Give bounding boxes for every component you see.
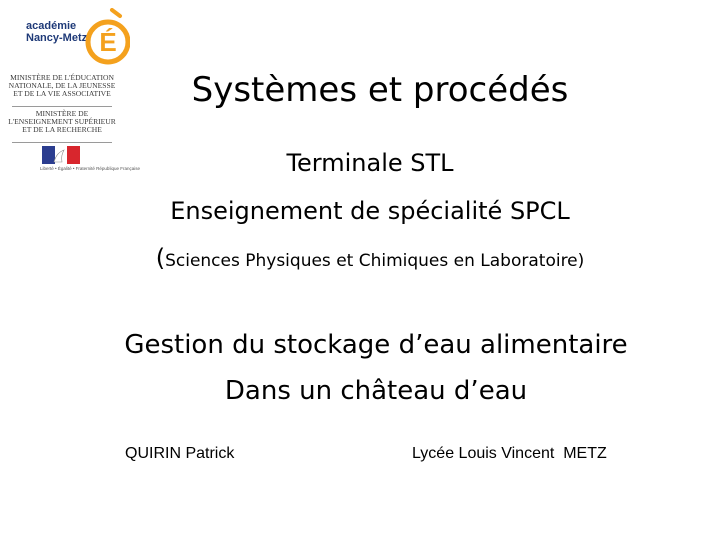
specialty-detail-paren: ( xyxy=(155,244,166,272)
academie-logo xyxy=(26,8,130,70)
ministry-higher-education-label: MINISTÈRE DE L'ENSEIGNEMENT SUPÉRIEUR ET DE LA RECHERCHE xyxy=(8,109,116,134)
academie-line-2: Nancy-Metz xyxy=(26,32,88,44)
ministry-divider xyxy=(12,142,112,143)
slide-title: Systèmes et procédés xyxy=(191,70,569,110)
academie-e-letter: É xyxy=(99,27,117,57)
academie-e-icon xyxy=(82,8,130,68)
academie-wordmark xyxy=(26,20,90,44)
level-label: Terminale STL xyxy=(286,149,454,177)
specialty-detail xyxy=(70,240,670,279)
subject-line-2: Dans un château d’eau xyxy=(224,376,528,406)
ministry-divider xyxy=(12,106,112,107)
republique-caption: Liberté • Égalité • Fraternité République Française xyxy=(40,166,140,171)
ministry-education-label: MINISTÈRE DE L'ÉDUCATION NATIONALE, DE LA JEUNESSE ET DE LA VIE ASSOCIATIVE xyxy=(8,73,116,98)
subject-line-1: Gestion du stockage d’eau alimentaire xyxy=(124,330,628,360)
specialty-label: Enseignement de spécialité SPCL xyxy=(170,197,570,225)
school-name: Lycée Louis Vincent METZ xyxy=(412,445,607,462)
academie-line-1: académie xyxy=(26,20,77,32)
specialty-detail-text: Sciences Physiques et Chimiques en Laboratoire) xyxy=(165,251,585,271)
author-name: QUIRIN Patrick xyxy=(125,445,235,462)
